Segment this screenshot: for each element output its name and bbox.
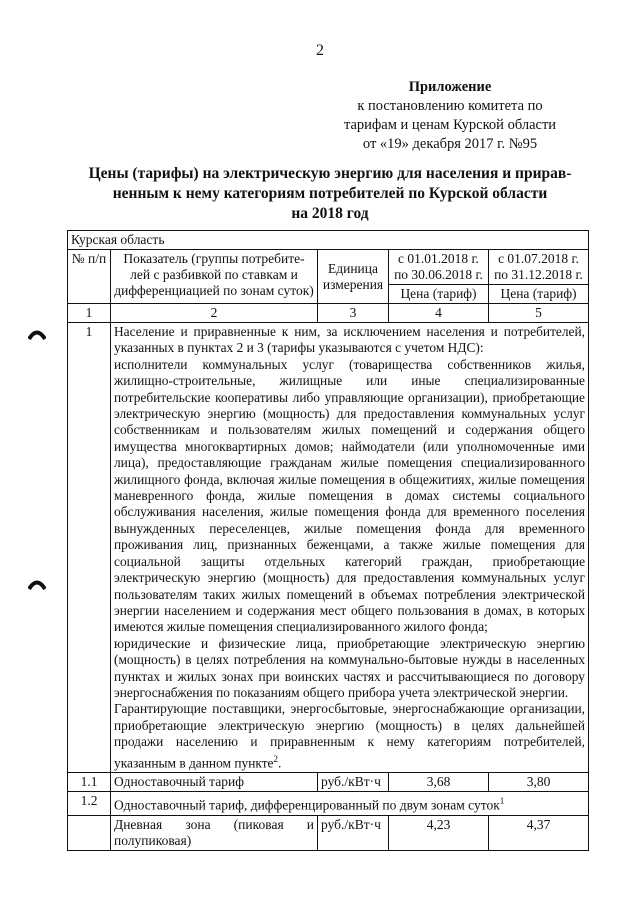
row-unit: руб./кВт·ч: [318, 773, 389, 792]
row-label: [111, 792, 589, 816]
description-paragraph: юридические и физические лица, приобретающие электрическую энергию (мощность) в целях потребления на коммунально-бытовые нужды в населенных пунктах и жилых зонах при воинских частях и рассчитывающиеся по договору энергоснабжения по показаниям общего прибора учета электрической энергии.: [114, 635, 586, 700]
column-number: 1: [68, 304, 111, 323]
header-period-1: с 01.01.2018 г. по 30.06.2018 г.: [389, 250, 489, 285]
trailing-period: .: [278, 755, 282, 771]
appendix-title: Приложение: [408, 79, 492, 95]
punch-hole-mark: [28, 328, 46, 340]
row-label: Дневная зона (пиковая и полупиковая): [111, 815, 318, 850]
appendix-block: [300, 78, 600, 154]
document-title: [60, 164, 600, 224]
appendix-line: к постановлению комитета по: [357, 98, 543, 114]
appendix-line: тарифам и ценам Курской области: [343, 117, 557, 133]
table-row: [68, 773, 589, 792]
title-line: Цены (тарифы) на электрическую энергию для населения и прирав-: [88, 165, 572, 182]
punch-hole-mark: [28, 578, 46, 590]
table-row: [68, 815, 589, 850]
row-label: Одноставочный тариф: [111, 773, 318, 792]
appendix-line: от «19» декабря 2017 г. №95: [362, 136, 538, 152]
row-number: 1: [68, 323, 111, 773]
title-line: на 2018 год: [291, 205, 369, 222]
row-label-text: Одноставочный тариф, дифференцированный по двум зонам суток: [114, 797, 500, 813]
footnote-mark: 1: [499, 796, 505, 807]
tariff-table: [67, 230, 589, 851]
description-text: Гарантирующие поставщики, энергосбытовые, энергоснабжающие организации, приобретающие электрическую энергию (мощность) в целях дальнейшей продажи населению и приравненным к нему категориям потребителей, указанным в данном пункте: [114, 701, 586, 771]
page-number: 2: [316, 42, 324, 59]
header-price-1: Цена (тариф): [389, 285, 489, 304]
header-indicator: Показатель (группы потребите-лей с разбивкой по ставкам и дифференциацией по зонам суток): [111, 250, 318, 304]
column-number: 5: [489, 304, 589, 323]
row-number: 1.2: [68, 792, 111, 816]
region-cell: Курская область: [68, 231, 589, 250]
header-price-2: Цена (тариф): [489, 285, 589, 304]
price-value: 4,23: [389, 815, 489, 850]
row-number: 1.1: [68, 773, 111, 792]
price-value: 4,37: [489, 815, 589, 850]
header-period-2: с 01.07.2018 г. по 31.12.2018 г.: [489, 250, 589, 285]
row-unit: руб./кВт·ч: [318, 815, 389, 850]
column-number: 2: [111, 304, 318, 323]
price-value: 3,68: [389, 773, 489, 792]
header-num: № п/п: [68, 250, 111, 304]
title-line: ненным к нему категориям потребителей по Курской области: [112, 185, 548, 202]
header-unit: Единица измерения: [318, 250, 389, 304]
footnote-mark: 2: [273, 753, 278, 764]
row-number: [68, 815, 111, 850]
column-number: 3: [318, 304, 389, 323]
description-paragraph: Население и приравненные к ним, за исключением населения и потребителей, указанных в пунктах 2 и 3 (тарифы указываются с учетом НДС):: [114, 324, 586, 356]
category-description: [111, 323, 589, 773]
price-value: 3,80: [489, 773, 589, 792]
description-paragraph: исполнители коммунальных услуг (товарищества собственников жилья, жилищно-строительные, жилищные или иные специализированные потребительские кооперативы либо управляющие организации), приобретающие электрическую энергию (мощность) для предоставления коммунальных услуг собственникам и пользователям жилых помещений и содержания общего имущества многоквартирных домов; наймодатели (или уполномоченные ими лица), предоставляющие гражданам жилые помещения специализированного жилищного фонда, включая жилые помещения в общежитиях, жилые помещения маневренного фонда, жилые помещения в домах системы социального обслуживания населения, жилые помещения фонда для временного поселения вынужденных переселенцев, жилые помещения фонда для временного проживания лиц, признанных беженцами, а также жилые помещения для социальной защиты отдельных категорий граждан, приобретающие электрическую энергию (мощность) для предоставления коммунальных услуг пользователям таких жилых помещений в объемах потребления электрической энергии населением и содержания мест общего пользования в домах, в которых имеются жилые помещения специализированного жилого фонда;: [114, 356, 586, 635]
table-row: [68, 792, 589, 816]
column-number: 4: [389, 304, 489, 323]
description-paragraph: [114, 701, 585, 771]
